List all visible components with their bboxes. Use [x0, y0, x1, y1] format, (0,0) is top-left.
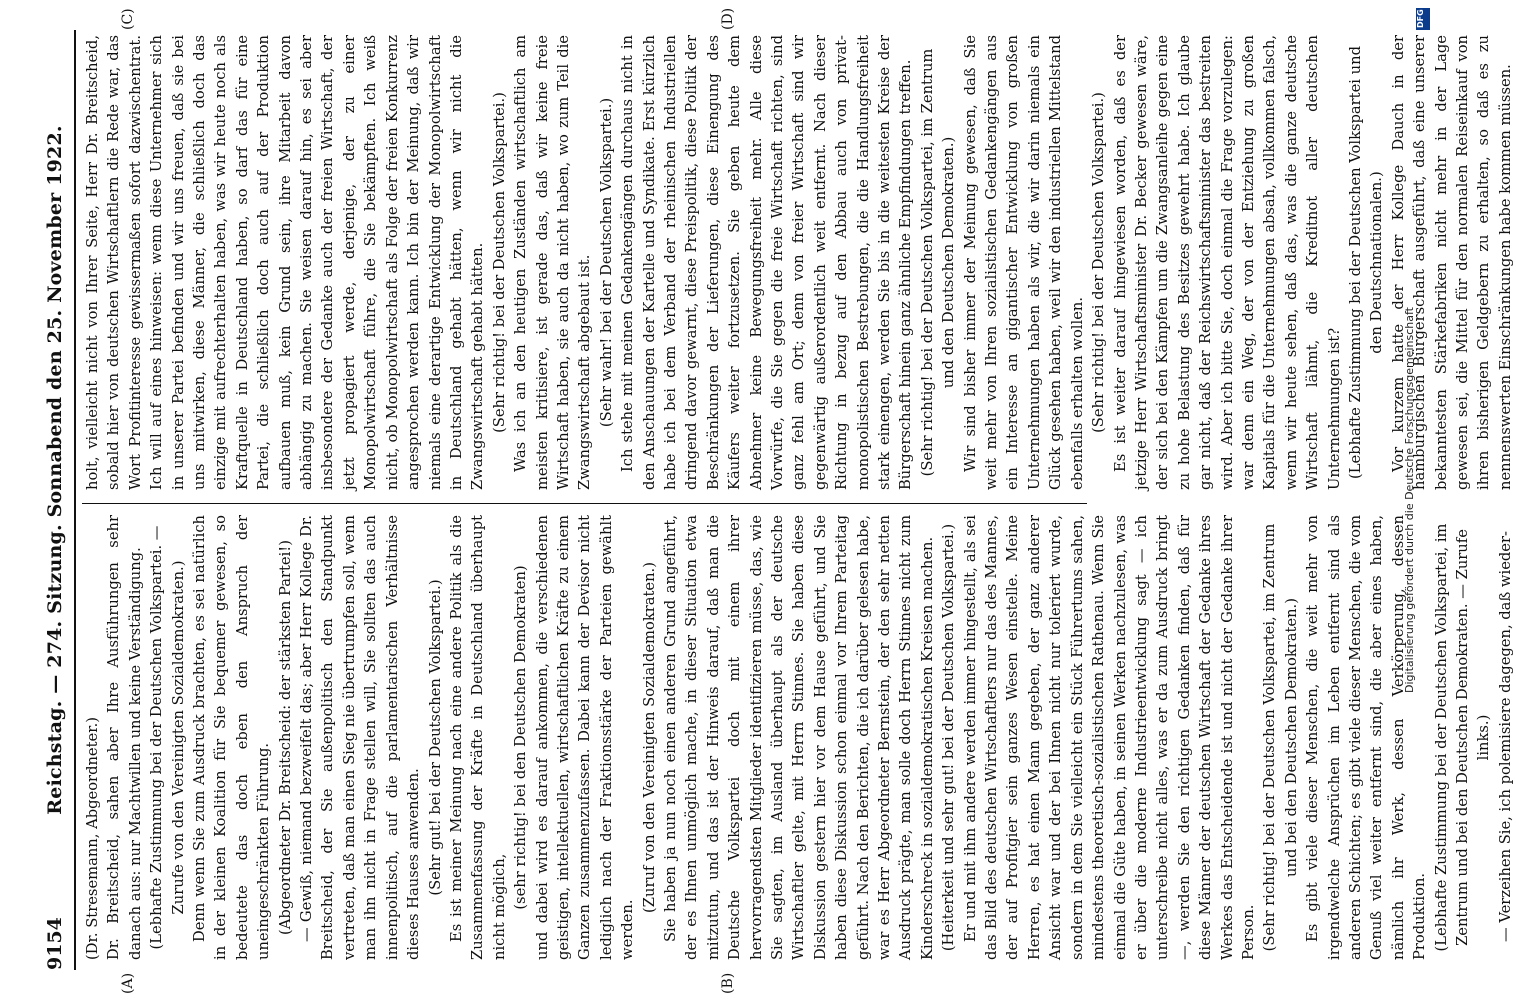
paragraph: — Gewiß, niemand bezweifelt das; aber Herr Kollege Dr. Breitscheid, der Sie außenpolitisch den Standpunkt vertreten, daß man einen Sieg nie übertrumpfen soll, wenn man ihn nicht in Frage stellen will, Sie sollten das auch innenpolitisch, auf die parlamentarischen Verhältnisse dieses Hauses anwenden. [298, 515, 423, 960]
interjection: (Lebhafte Zustimmung bei der Deutschen Volkspartei, im Zentrum und bei den Deutschen Demokraten. — Zurufe links.) [1432, 523, 1493, 952]
interjection: (Sehr gut! bei der Deutschen Volkspartei.) [426, 579, 444, 896]
paragraph: Was ich an den heutigen Zuständen wirtschaftlich am meisten kritisiere, ist gerade das, daß wir keine freie Wirtschaft haben, sie auch da nicht haben, wo zum Teil die Zwangswirtschaft abgebaut ist. [512, 35, 594, 490]
paragraph: Dr. Breitscheid, sahen aber Ihre Ausführungen sehr danach aus: nur Machtwillen und keine Verständigung. [105, 515, 144, 960]
interjection: (Sehr richtig! bei der Deutschen Volkspartei, im Zentrum und den Deutschen Demokraten.) [918, 48, 958, 477]
paragraph: Es ist meiner Meinung nach eine andere Politik als die Zusammenfassung der Kräfte in Deutschland überhaupt nicht möglich, [447, 515, 508, 960]
margin-marker-b: (B) [720, 972, 736, 994]
interjection: (Lebhafte Zustimmung bei der Deutschen Volkspartei und den Deutschnationalen.) [1346, 46, 1386, 479]
margin-marker-c: (C) [120, 8, 136, 30]
margin-marker-a: (A) [120, 972, 136, 994]
interjection: (Lebhafte Zustimmung bei der Deutschen Volkspartei. — Zurufe von den Vereinigten Sozialdemokraten.) [148, 525, 187, 950]
digitization-footer [1386, 0, 1434, 1000]
digitization-credit: Digitalisierung gefördert durch die Deutsche Forschungsgemeinschaft [1403, 307, 1416, 693]
paragraph: Es ist weiter darauf hingewiesen worden, daß es der jetzige Herr Wirtschaftsminister Dr. Becker gewesen wäre, der sich bei den Kämpfen um die Zwangsanleihe gegen eine zu hohe Belastung des Besitzes gewehrt habe. Ich glaube gar nicht, daß der Reichswirtschaftsminister das bestreiten wird. Aber ich bitte Sie, doch einmal die Frage vorzulegen: war denn ein Weg, der von der Entziehung zu großen Kapitals für die Unternehmungen absah, vollkommen falsch, wenn wir heute sehen, daß das, was die ganze deutsche Wirtschaft lähmt, die Kreditnot aller deutschen Unternehmungen ist? [1111, 35, 1343, 490]
interjection: (Sehr wahr! bei der Deutschen Volkspartei.) [597, 97, 615, 428]
paragraph: — Verzeihen Sie, ich polemisiere dagegen, daß wieder- [1496, 531, 1514, 942]
paragraph: Sie haben ja nun noch einen anderen Grund angeführt, der es Ihnen unmöglich mache, in dieser Situation etwa mitzutun, und das ist der Hinweis darauf, daß man die Deutsche Volkspartei doch mit einem ihrer hervorragendsten Mitglieder identifizieren müsse, das, wie Sie sagten, im Ausland überhaupt als der deutsche Wirtschaftler gelte, mit Herrn Stinnes. Sie haben diese Diskussion gestern hier vor dem Hause geführt, und Sie haben diese Diskussion schon einmal vor Ihrem Parteitag geführt. Nach den Berichten, die ich darüber gelesen habe, war es Herr Abgeordneter Bernstein, der den sehr netten Ausdruck prägte, man solle doch Herrn Stinnes nicht zum Kinderschreck in sozialdemokratischen Kreisen machen. [661, 515, 936, 960]
interjection: (Zuruf von den Vereinigten Sozialdemokraten.) [640, 562, 658, 913]
left-column [82, 515, 1514, 960]
column-divider [82, 503, 1087, 504]
page-title: Reichstag. — 274. Sitzung. Sonnabend den 25. November 1922. [44, 125, 66, 815]
dfg-logo: DFG [1416, 8, 1430, 30]
interjection: (sehr richtig! bei den Deutschen Demokraten) [512, 565, 530, 910]
paragraph: und dabei wird es darauf ankommen, die verschiedenen geistigen, intellektuellen, wirtschaftlichen Kräfte zu einem Ganzen zusammenzufassen. Dabei kann der Devisor nicht lediglich nach der Fraktionsstärke der Parteien gewählt werden. [533, 515, 637, 960]
interjection: (Sehr richtig! bei der Deutschen Volkspartei, im Zentrum und bei den Deutschen Demokraten.) [1261, 523, 1300, 952]
paragraph: Denn wenn Sie zum Ausdruck brachten, es sei natürlich in der kleinen Koalition für Sie bequemer gewesen, so bedeutete das doch eben den Anspruch der uneingeschränkten Führung. [191, 515, 273, 960]
interjection: (Heiterkeit und sehr gut! bei der Deutschen Volkspartei.) [940, 523, 958, 952]
right-column [82, 35, 1514, 490]
paragraph: holt, vielleicht nicht von Ihrer Seite, Herr Dr. Breitscheid, sobald hier von deutschen Wirtschaftlern die Rede war, das Wort Profitinteresse gewissermaßen sofort dazwischentrat. Ich will auf eines hinweisen: wenn diese Unternehmer sich in unserer Partei befinden und wir uns freuen, daß sie bei uns mitwirken, diese Männer, die schließlich doch das einzige mit aufrechterhalten haben, was wir heute noch als Kraftquelle in Deutschland haben, so darf das für eine Partei, die schließlich doch auch auf der Produktion aufbauen muß, kein Grund sein, ihre Mitarbeit davon abhängig zu machen. Sie weisen darauf hin, es sei aber insbesondere der Gedanke auch der freien Wirtschaft, der jetzt propagiert werde, derjenige, der zu einer Monopolwirtschaft führe, die Sie bekämpften. Ich weiß nicht, ob Monopolwirtschaft als Folge der freien Konkurrenz angesprochen werden kann. Ich bin der Meinung, daß wir niemals eine derartige Entwicklung der Monopolwirtschaft in Deutschland gehabt hätten, wenn wir nicht die Zwangswirtschaft gehabt hätten. [84, 35, 487, 490]
page-number: 9154 [44, 917, 66, 970]
interjection: (Sehr richtig! bei der Deutschen Volkspartei.) [1090, 92, 1108, 433]
paragraph: Es gibt viele dieser Menschen, die weit mehr von irgendwelche Ansprüchen im Leben entfernt sind als anderen Schichten; es gibt viele dieser Menschen, die vom Genuß viel weiter entfernt sind, die aber eines haben, nämlich ihr Werk, dessen Verkörperung, dessen Produktion. [1304, 515, 1429, 960]
paragraph: Er und mit ihm andere werden immer hingestellt, als sei das Bild des deutschen Wirtschaftlers nur das des Mannes, der auf Profitgier sein ganzes Wesen einstelle. Meine Herren, es hat einen Mann gegeben, der ganz anderer Ansicht war und der bei Ihnen nicht nur toleriert wurde, sondern in dem Sie vielleicht ein Stück Führertums sahen, mindestens theoretisch-sozialistischen Rathenau. Wenn Sie einmal die Güte haben, in seinen Werken nachzulesen, was er über die moderne Industrieentwicklung sagt — ich unterschreibe nicht alles, was er da zum Ausdruck bringt —, werden Sie den richtigen Gedanken finden, daß für diese Männer der deutschen Wirtschaft der Gedanke ihres Werkes das Entscheidende ist und nicht der Gedanke ihrer Person. [961, 515, 1257, 960]
paragraph: Ich stehe mit meinen Gedankengängen durchaus nicht in den Anschauungen der Kartelle und Syndikate. Erst kürzlich habe ich bei dem Verband der rheinischen Industriellen dringend davor gewarnt, diese Preispolitik, diese Politik der Beschränkungen der Lieferungen, diese Einengung des Käufers weiter fortzusetzen. Sie geben heute dem Abnehmer keine Bewegungsfreiheit mehr. Alle diese Vorwürfe, die Sie gegen die freie Wirtschaft richten, sind ganz fehl am Ort; denn von freier Wirtschaft sind wir gegenwärtig außerordentlich weit entfernt. Nach dieser Richtung in bezug auf den Abbau auch von privat-monopolistischen Bestrebungen, die die Handlungsfreiheit stark einengen, werden Sie bis in die weitesten Kreise der Bürgerschaft hinein ganz ähnliche Empfindungen treffen. [619, 35, 915, 490]
interjection: (Abgeordneter Dr. Breitscheid: der stärksten Partei!) [276, 540, 294, 935]
paragraph: Wir sind bisher immer der Meinung gewesen, daß Sie weit mehr von Ihren sozialistischen Gedankengängen aus ein Interesse an gigantischer Entwicklung von großen Unternehmungen haben als wir, die wir darin niemals ein Glück gesehen haben, weil wir den industriellen Mittelstand ebenfalls erhalten wollen. [961, 35, 1086, 490]
page-header [38, 30, 76, 970]
interjection: (Sehr richtig! bei der Deutschen Volkspartei.) [490, 92, 508, 433]
paragraph: (Dr. Stresemann, Abgeordneter.) [84, 716, 101, 960]
margin-marker-d: (D) [720, 7, 736, 30]
paragraph: Vor kurzem hatte der Herr Kollege Dauch in der hamburgischen Bürgerschaft ausgeführt, daß eine unserer bekanntesten Stärkefabriken nicht mehr in der Lage gewesen sei, die Mittel für den normalen Reiseinkauf von ihren bisherigen Geldgebern zu erhalten, so daß es zu nennenswerten Einschränkungen habe kommen müssen. [1389, 35, 1514, 490]
